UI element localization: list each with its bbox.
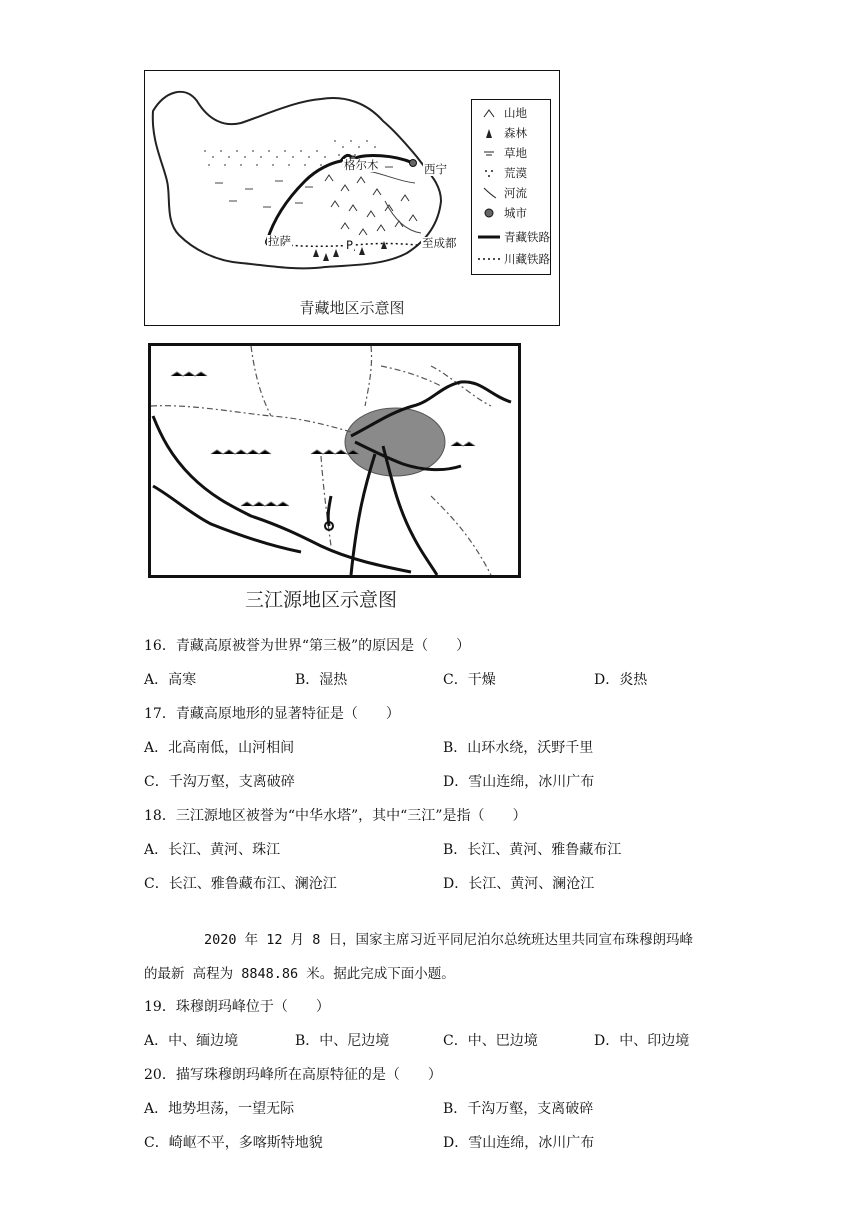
figure2-caption: 三江源地区示意图 — [245, 589, 398, 611]
forest-icon — [476, 126, 502, 140]
lhasa-label: 拉萨 — [268, 234, 291, 248]
q18-option-d: D．长江、黄河、澜沧江 — [443, 876, 595, 892]
q19-option-a: A．中、缅边境 — [144, 1033, 239, 1049]
plateau-outline — [153, 92, 441, 269]
q20-option-c: C．崎岖不平，多喀斯特地貌 — [144, 1135, 323, 1151]
q17-option-a: A．北高南低，山河相间 — [144, 740, 295, 756]
q19-option-c: C．中、巴边境 — [443, 1033, 538, 1049]
q20-option-d: D．雪山连绵，冰川广布 — [443, 1135, 595, 1151]
q19-option-b: B．中、尼边境 — [295, 1033, 390, 1049]
to-chengdu-label: 至成都 — [422, 236, 457, 250]
legend-label: 城市 — [504, 206, 527, 220]
q17-option-b: B．山环水绕，沃野千里 — [443, 740, 594, 756]
q18-stem: 18．三江源地区被誉为“中华水塔”，其中“三江”是指（ ） — [144, 808, 527, 824]
river-icon — [476, 186, 502, 200]
city-icon — [476, 206, 502, 220]
sanjiangyuan-region — [345, 408, 445, 476]
map-legend — [471, 99, 551, 275]
province-borders — [151, 346, 491, 575]
legend-item — [476, 144, 527, 162]
q16-option-d: D．炎热 — [594, 672, 648, 688]
legend-label: 荒漠 — [504, 166, 527, 180]
legend-item — [476, 164, 527, 182]
sanjiangyuan-map-figure — [148, 343, 521, 578]
q18-option-b: B．长江、黄河、雅鲁藏布江 — [443, 842, 622, 858]
legend-item — [476, 204, 527, 222]
q20-option-a: A．地势坦荡，一望无际 — [144, 1101, 295, 1117]
mountain-area — [325, 175, 417, 235]
legend-label: 草地 — [504, 146, 527, 160]
q18-option-a: A．长江、黄河、珠江 — [144, 842, 281, 858]
q16-option-c: C．干燥 — [443, 672, 496, 688]
rivers — [357, 171, 421, 233]
legend-label: 川藏铁路 — [504, 252, 550, 266]
passage-line-2: 的最新 高程为 8848.86 米。据此完成下面小题。 — [144, 966, 455, 982]
legend-item — [476, 228, 550, 246]
legend-label: 河流 — [504, 186, 527, 200]
rivers — [328, 382, 511, 575]
legend-item — [476, 124, 527, 142]
mountain-icon — [476, 106, 502, 120]
qingzang-railway — [267, 155, 413, 241]
q16-option-b: B．湿热 — [295, 672, 348, 688]
q16-stem: 16．青藏高原被誉为世界“第三极”的原因是（ ） — [144, 638, 471, 654]
chuanzang-railway-icon — [476, 252, 502, 266]
legend-label: 青藏铁路 — [504, 230, 550, 244]
passage-line-1: 2020 年 12 月 8 日，国家主席习近平同尼泊尔总统班达里共同宣布珠穆朗玛峰 — [204, 932, 694, 948]
xining-city — [410, 160, 417, 167]
legend-item — [476, 184, 527, 202]
q17-option-c: C．千沟万壑，支离破碎 — [144, 774, 295, 790]
desert-icon — [476, 166, 502, 180]
grassland-icon — [476, 146, 502, 160]
qingzang-map-figure — [144, 70, 560, 326]
q19-option-d: D．中、印边境 — [594, 1033, 690, 1049]
q17-option-d: D．雪山连绵，冰川广布 — [443, 774, 595, 790]
grassland-area — [215, 167, 393, 207]
qingzang-railway-icon — [476, 230, 502, 244]
golmud-label: 格尔木 — [344, 158, 379, 172]
q19-stem: 19．珠穆朗玛峰位于（ ） — [144, 999, 330, 1015]
q16-option-a: A．高寒 — [144, 672, 197, 688]
legend-item — [476, 104, 527, 122]
q17-stem: 17．青藏高原地形的显著特征是（ ） — [144, 706, 400, 722]
chuanzang-railway — [271, 243, 417, 246]
q20-option-b: B．千沟万壑，支离破碎 — [443, 1101, 594, 1117]
figure1-caption: 青藏地区示意图 — [299, 299, 405, 317]
legend-label: 森林 — [504, 126, 527, 140]
q20-stem: 20．描写珠穆朗玛峰所在高原特征的是（ ） — [144, 1067, 442, 1083]
legend-label: 山地 — [504, 106, 527, 120]
sanjiangyuan-map-drawing — [151, 346, 518, 575]
xining-label: 西宁 — [424, 162, 447, 176]
q18-option-c: C．长江、雅鲁藏布江、澜沧江 — [144, 876, 337, 892]
legend-item — [476, 250, 550, 268]
p-label: P — [346, 238, 353, 252]
